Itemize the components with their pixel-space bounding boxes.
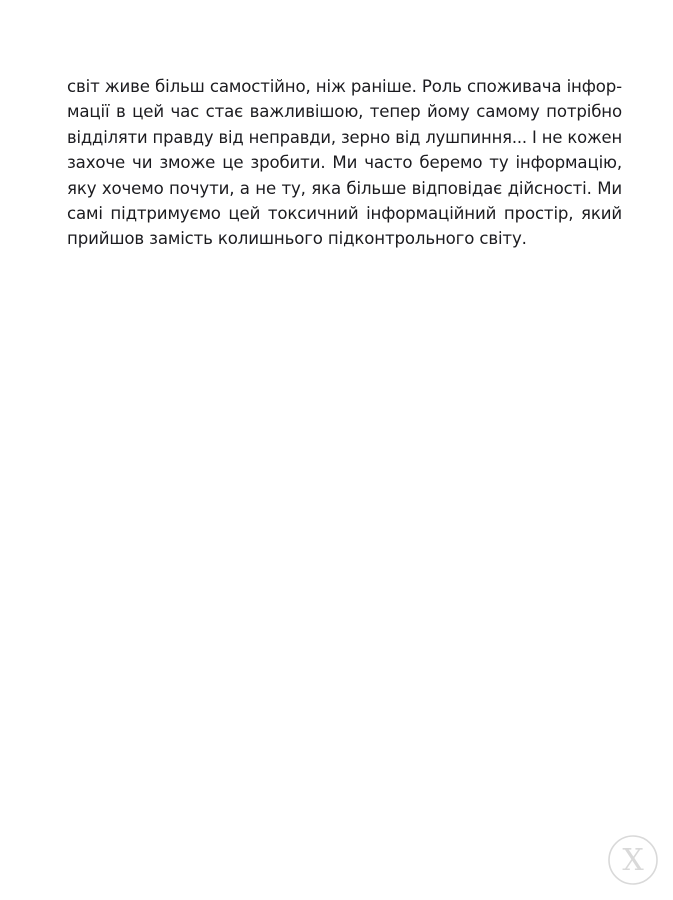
body-paragraph [67, 74, 622, 252]
paragraph-line-5: яку хочемо почути, а не ту, яка більше відповідає дійсності. Ми [67, 178, 622, 198]
paragraph-line-2: мації в цей час стає важливішою, тепер йому самому потрібно [67, 102, 622, 122]
paragraph-line-7: прийшов замість колишнього підконтрольного світу. [67, 229, 527, 249]
publisher-logo-watermark [605, 832, 661, 888]
logo-letter: Х [622, 843, 644, 878]
paragraph-line-4: захоче чи зможе це зробити. Ми часто беремо ту інформацію, [67, 153, 622, 173]
paragraph-line-6: самі підтримуємо цей токсичний інформаційний простір, який [67, 203, 622, 223]
paragraph-line-3: відділяти правду від неправди, зерно від лушпиння... І не кожен [67, 127, 623, 147]
paragraph-line-1: світ живе більш самостійно, ніж раніше. Роль споживача інфор- [67, 77, 622, 96]
